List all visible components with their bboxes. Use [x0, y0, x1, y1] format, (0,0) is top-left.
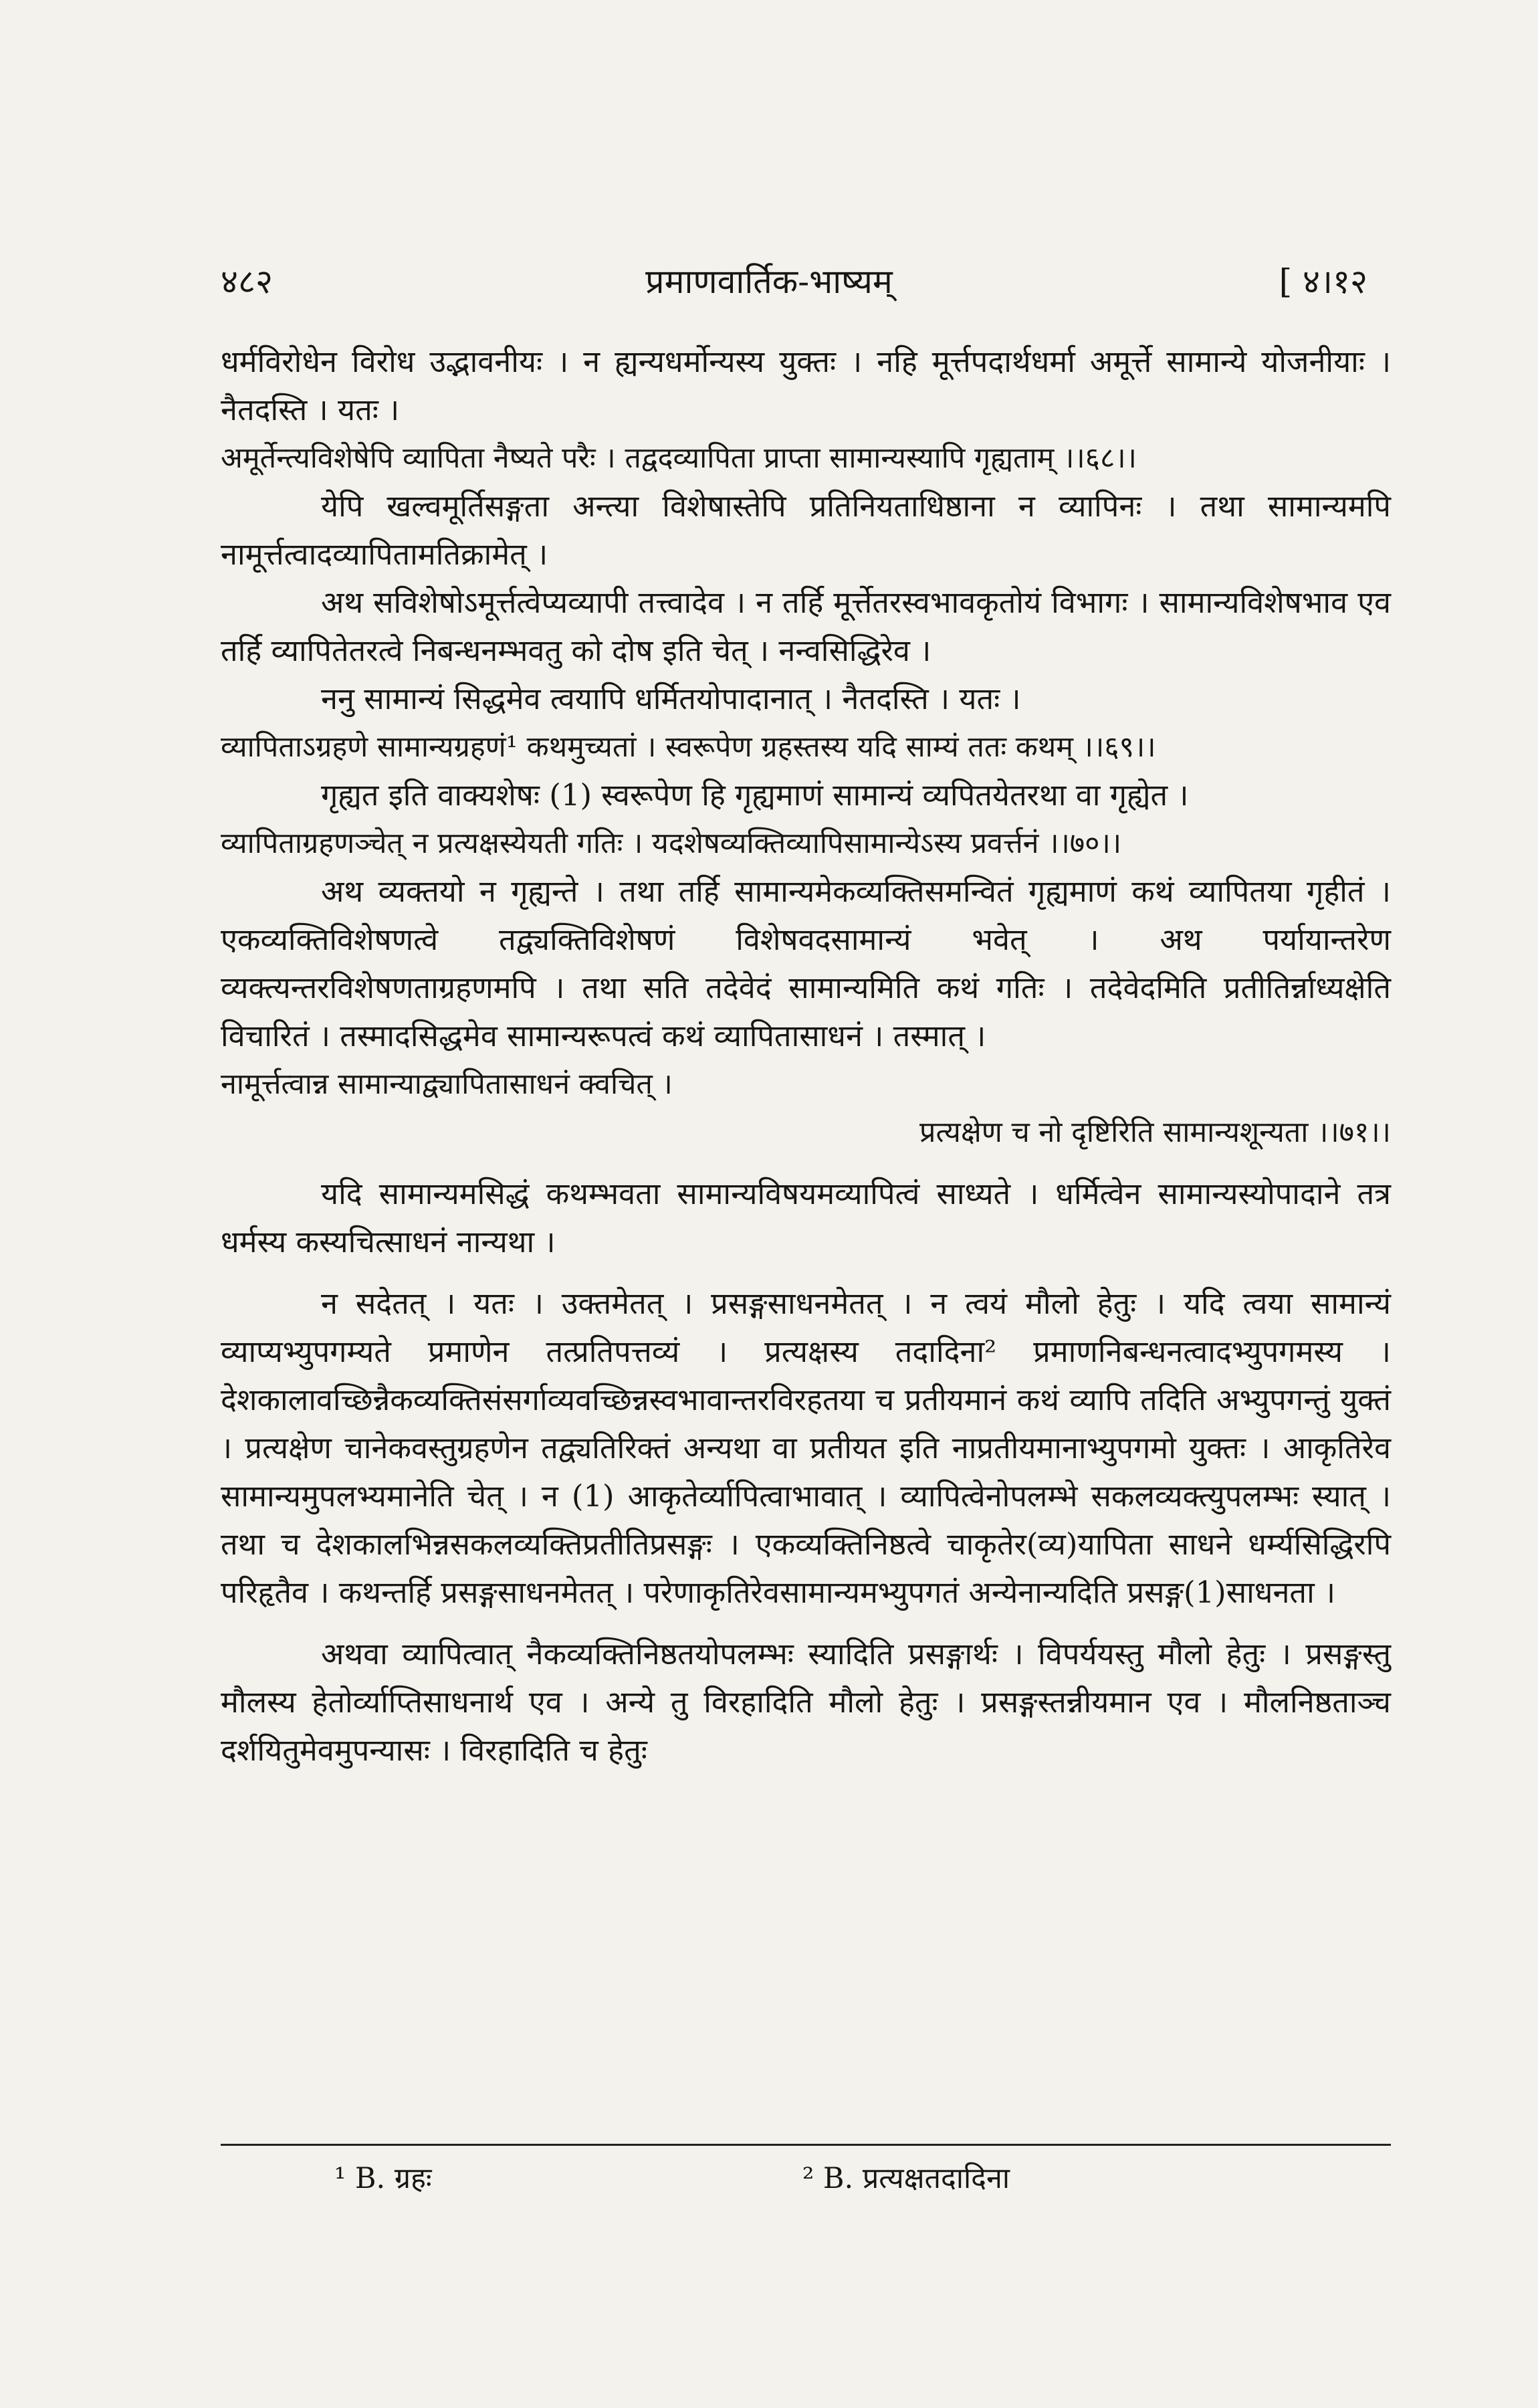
paragraph-gap [221, 1266, 1391, 1280]
commentary-paragraph: न सदेतत् । यतः । उक्तमेतत् । प्रसङ्गसाधनमेतत् । न त्वयं मौलो हेतुः । यदि त्वया सामान्यं व्याप्यभ्युपगम्यते प्रमाणेन तत्प्रतिपत्तव्यं । प्रत्यक्षस्य तदादिना² प्रमाणनिबन्धनत्वादभ्युपगमस्य । देशकालावच्छिन्नैकव्यक्तिसंसर्गाव्यवच्छिन्नस्वभावान्तरविरहतया च प्रतीयमानं कथं व्यापि तदिति अभ्युपगन्तुं युक्तं । प्रत्यक्षेण चानेकवस्तुग्रहणेन तद्व्यतिरिक्तं अन्यथा वा प्रतीयत इति नाप्रतीयमानाभ्युपगमो युक्तः । आकृतिरेव सामान्यमुपलभ्यमानेति चेत् । न (1) आकृतेर्व्यापित्वाभावात् । व्यापित्वेनोपलम्भे सकलव्यक्त्युपलम्भः स्यात् । तथा च देशकालभिन्नसकलव्यक्तिप्रतीतिप्रसङ्गः । एकव्यक्तिनिष्ठत्वे चाकृतेर(व्य)यापिता साधने धर्म्यसिद्धिरपि परिहृतैव । कथन्तर्हि प्रसङ्गसाधनमेतत् । परेणाकृतिरेवसामान्यमभ्युपगतं अन्येनान्यदिति प्रसङ्ग(1)साधनता । [221, 1286, 1391, 1610]
page-header [0, 258, 1538, 311]
section-reference: [ ४।१२ [1279, 262, 1367, 301]
verse-line: प्रत्यक्षेण च नो दृष्टिरिति सामान्यशून्यता ।।७१।। [919, 1116, 1391, 1149]
footnotes [0, 2157, 1538, 2204]
commentary-paragraph: धर्मविरोधेन विरोध उद्भावनीयः । न ह्यन्यधर्मोन्यस्य युक्तः । नहि मूर्त्तपदार्थधर्मा अमूर्त्ते सामान्ये योजनीयाः । नैतदस्ति । यतः । [221, 344, 1391, 427]
commentary-paragraph: अथ व्यक्तयो न गृह्यन्ते । तथा तर्हि सामान्यमेकव्यक्तिसमन्वितं गृह्यमाणं कथं व्यापितया गृहीतं । एकव्यक्तिविशेषणत्वे तद्व्यक्तिविशेषणं विशेषवदसामान्यं भवेत् । अथ पर्यायान्तरेण व्यक्त्यन्तरविशेषणताग्रहणमपि । तथा सति तदेवेदं सामान्यमिति कथं गतिः । तदेवेदमिति प्रतीतिर्न्नाध्यक्षेति विचारितं । तस्मादसिद्धमेव सामान्यरूपत्वं कथं व्यापितासाधनं । तस्मात् । [221, 874, 1391, 1054]
commentary-paragraph: यदि सामान्यमसिद्धं कथम्भवता सामान्यविषयमव्यापित्वं साध्यते । धर्मित्वेन सामान्यस्योपादाने तत्र धर्मस्य कस्यचित्साधनं नान्यथा । [221, 1176, 1391, 1260]
page-number: ४८२ [221, 262, 273, 301]
commentary-paragraph: येपि खल्वमूर्तिसङ्गता अन्त्या विशेषास्तेपि प्रतिनियताधिष्ठाना न व्यापिनः । तथा सामान्यमपि नामूर्त्तत्वादव्यापितामतिक्रामेत् । [221, 488, 1391, 572]
verse-line: व्यापिताग्रहणञ्चेत् न प्रत्यक्षस्येयती गतिः । यदशेषव्यक्तिव्यापिसामान्येऽस्य प्रवर्त्तनं ।।७०।। [221, 827, 1122, 860]
commentary-paragraph: गृह्यत इति वाक्यशेषः (1) स्वरूपेण हि गृह्यमाणं सामान्यं व्यपितयेतरथा वा गृह्येत । [321, 777, 1189, 813]
commentary-paragraph: अथ सविशेषोऽमूर्त्तत्वेप्यव्यापी तत्त्वादेव । न तर्हि मूर्त्तेतरस्वभावकृतोयं विभागः । सामान्यविशेषभाव एव तर्हि व्यापितेतरत्वे निबन्धनम्भवतु को दोष इति चेत् । नन्वसिद्धिरेव । [221, 585, 1391, 668]
verse-line: नामूर्त्तत्वान्न सामान्याद्व्यापितासाधनं क्वचित् । [221, 1068, 673, 1101]
paragraph-gap [221, 1157, 1391, 1170]
main-text [221, 338, 1391, 1775]
running-title: प्रमाणवार्तिक-भाष्यम् [645, 262, 893, 301]
verse-line: अमूर्तेन्त्यविशेषेपि व्यापिता नैष्यते परैः । तद्वदव्यापिता प्राप्ता सामान्यस्यापि गृह्यताम् ।।६८।। [221, 441, 1137, 475]
footnote-divider [221, 2144, 1391, 2146]
verse-line: व्यापिताऽग्रहणे सामान्यग्रहणं¹ कथमुच्यतां । स्वरूपेण ग्रहस्तस्य यदि साम्यं ततः कथम् ।।६९।। [221, 730, 1156, 764]
commentary-paragraph: अथवा व्यापित्वात् नैकव्यक्तिनिष्ठतयोपलम्भः स्यादिति प्रसङ्गार्थः । विपर्ययस्तु मौलो हेतुः । प्रसङ्गस्तु मौलस्य हेतोर्व्याप्तिसाधनार्थ एव । अन्ये तु विरहादिति मौलो हेतुः । प्रसङ्गस्तन्नीयमान एव । मौलनिष्ठताञ्च दर्शयितुमेवमुपन्यासः । विरहादिति च हेतुः [221, 1636, 1391, 1768]
footnote-1: ¹ B. ग्रहः [334, 2162, 432, 2195]
paragraph-gap [221, 1617, 1391, 1630]
footnote-2: ² B. प्रत्यक्षतदादिना [802, 2162, 1010, 2195]
commentary-paragraph: ननु सामान्यं सिद्धमेव त्वयापि धर्मितयोपादानात् । नैतदस्ति । यतः । [321, 681, 1021, 716]
